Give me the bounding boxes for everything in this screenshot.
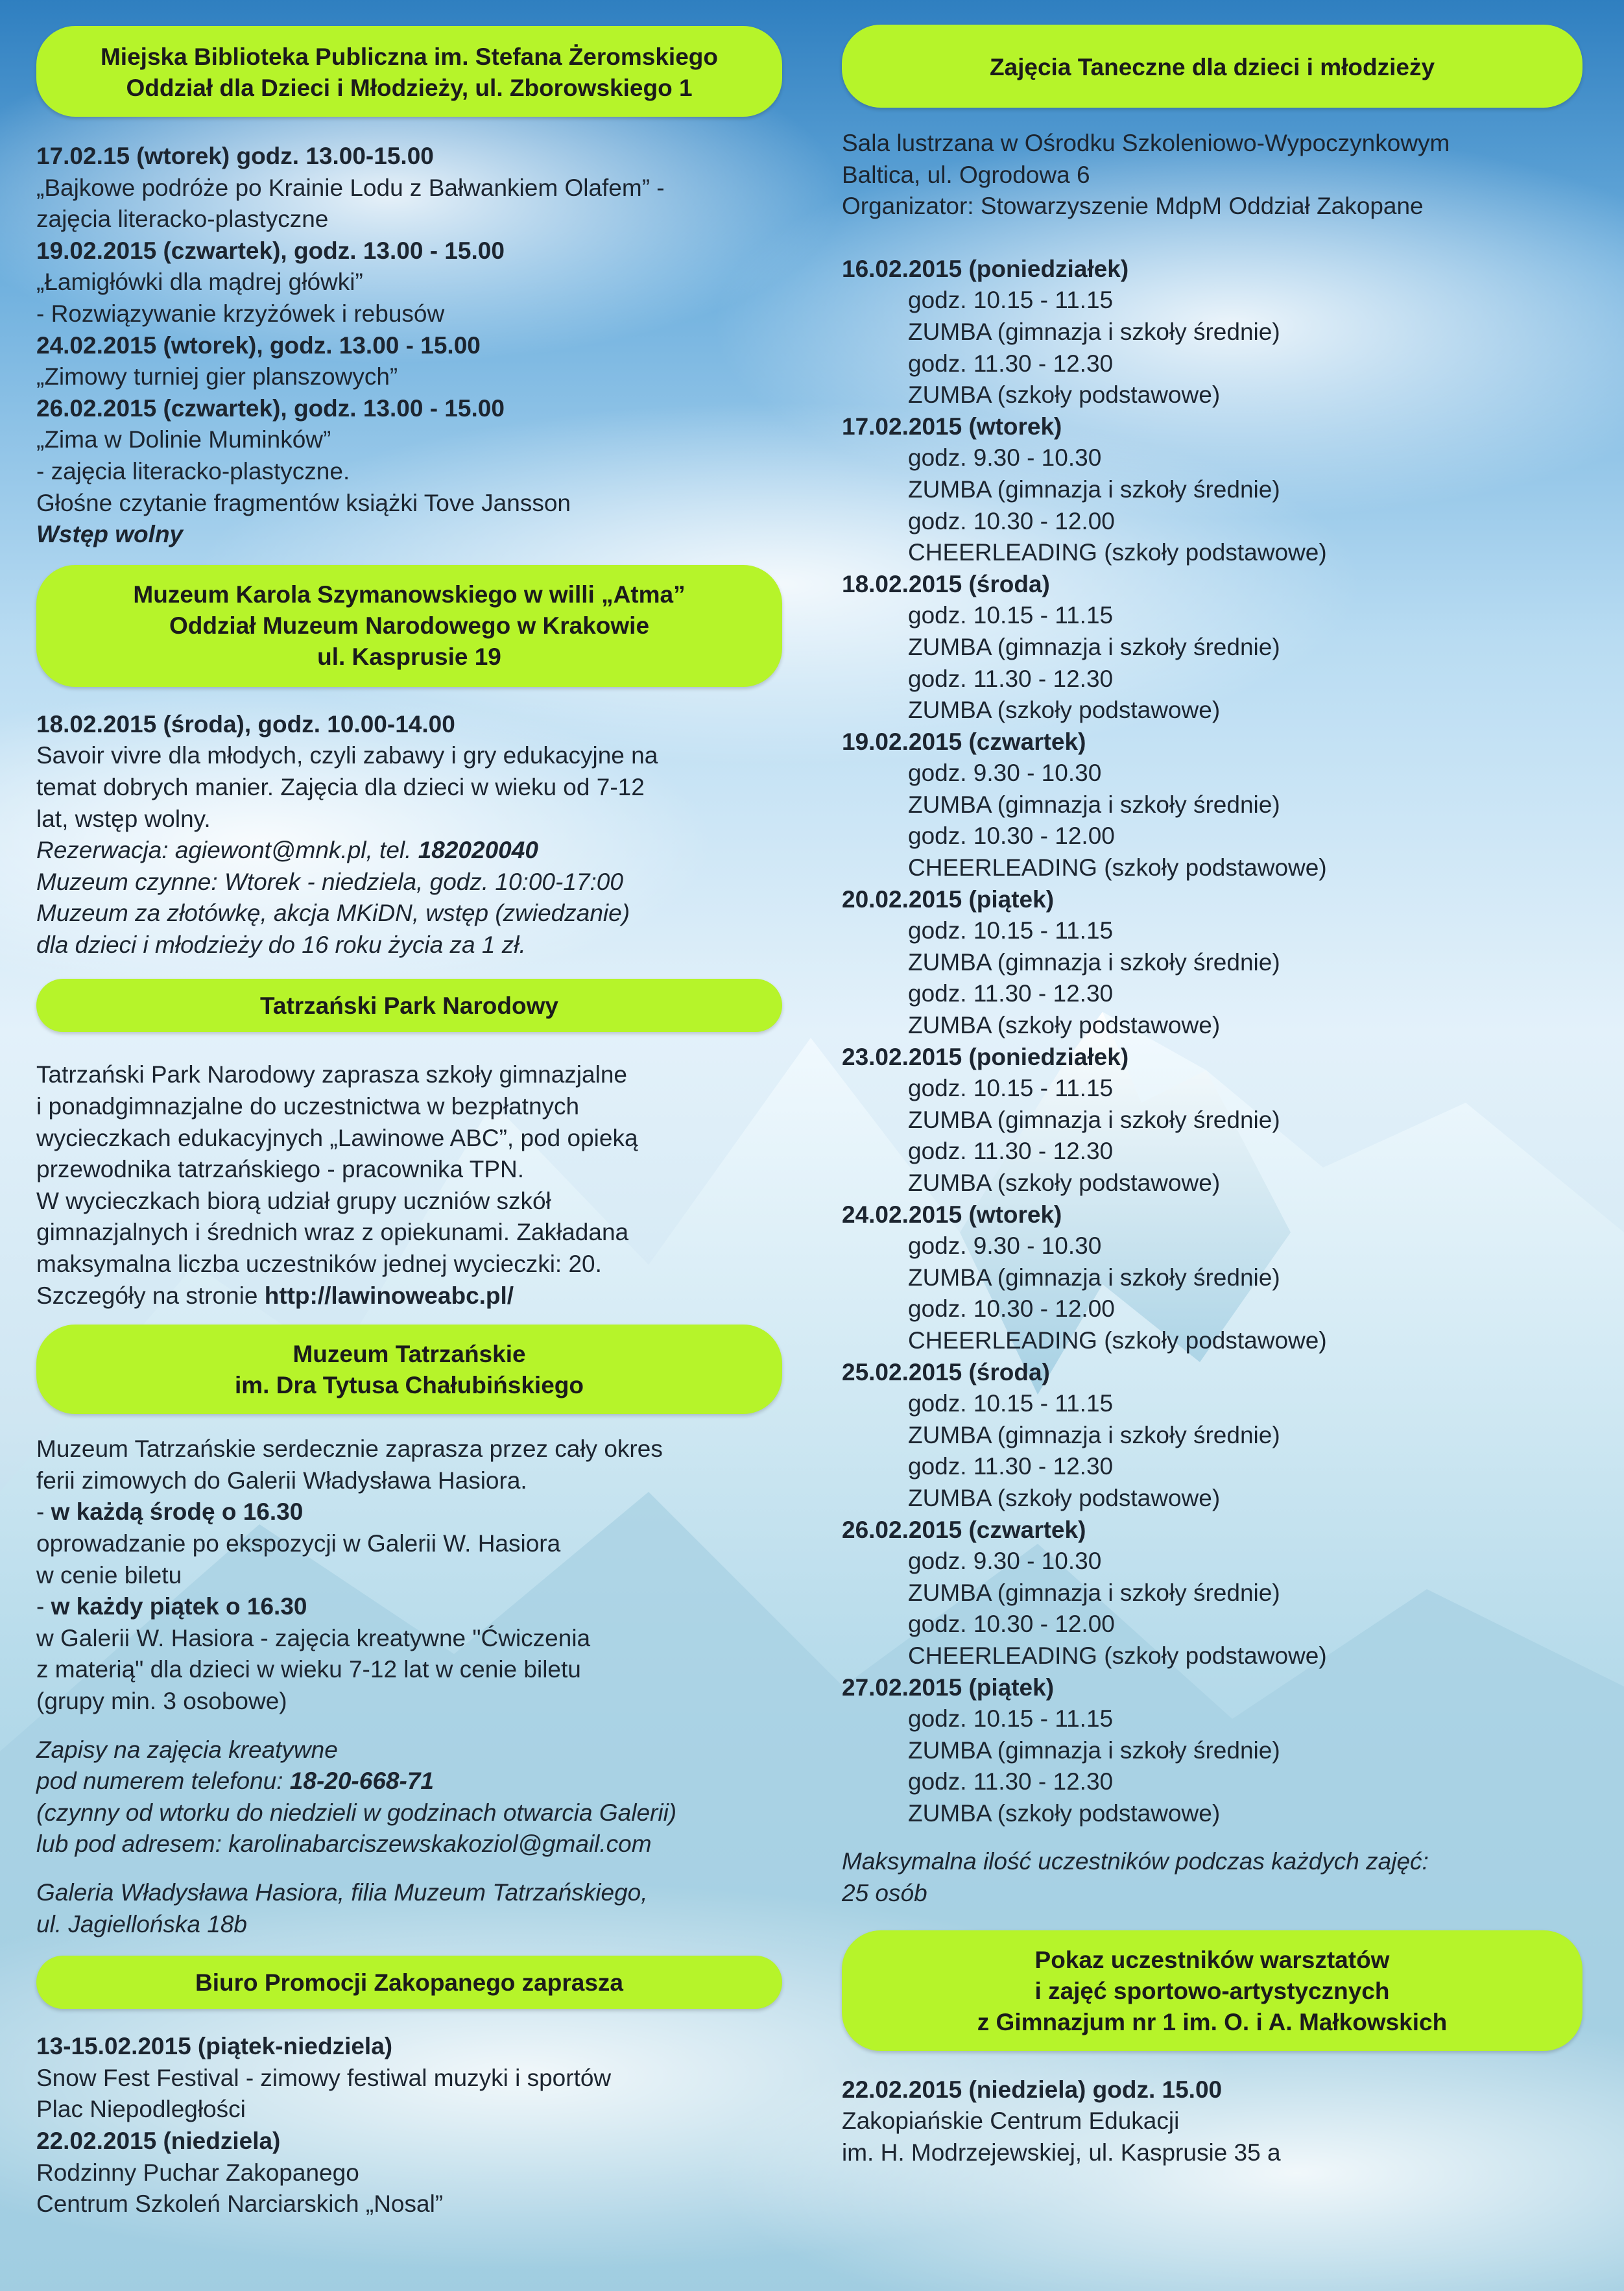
wednesday-prefix: - <box>36 1498 51 1526</box>
left-column <box>36 26 789 2220</box>
tatrzanskie-header <box>36 1325 782 1414</box>
tpn-line: maksymalna liczba uczestników jednej wycieczki: 20. <box>36 1251 602 1278</box>
tpn-line: wycieczkach edukacyjnych „Lawinowe ABC”, pod opieką <box>36 1124 638 1151</box>
day-line: godz. 10.15 - 11.15 <box>908 287 1114 314</box>
event-line: temat dobrych manier. Zajęcia dla dzieci w wieku od 7-12 <box>36 773 645 800</box>
wednesday-line <box>36 1496 789 1528</box>
day-line: godz. 9.30 - 10.30 <box>908 760 1102 787</box>
event-line: „Zima w Dolinie Muminków” <box>36 426 331 453</box>
day-line: godz. 10.15 - 11.15 <box>908 917 1114 944</box>
tpn-details-line <box>36 1280 789 1312</box>
day-line: ZUMBA (gimnazja i szkoły średnie) <box>908 633 1280 660</box>
dance-header <box>842 25 1582 108</box>
event-line: Centrum Szkoleń Narciarskich „Nosal” <box>36 2190 444 2218</box>
museum-note: Muzeum czynne: Wtorek - niedziela, godz. 10:00-17:00 <box>36 868 623 895</box>
day-line: CHEERLEADING (szkoły podstawowe) <box>908 539 1327 566</box>
day-date: 17.02.2015 (wtorek) <box>842 413 1062 440</box>
dance-day <box>842 1672 1588 1830</box>
tpn-header-line: Tatrzański Park Narodowy <box>260 992 558 1020</box>
day-line: godz. 9.30 - 10.30 <box>908 1232 1102 1260</box>
friday-detail: (grupy min. 3 osobowe) <box>36 1687 287 1714</box>
tpn-url-link[interactable]: http://lawinoweabc.pl/ <box>264 1282 514 1309</box>
signup-line: (czynny od wtorku do niedzieli w godzinach otwarcia Galerii) <box>36 1799 677 1826</box>
dance-intro: Sala lustrzana w Ośrodku Szkoleniowo-Wypoczynkowym <box>842 130 1450 156</box>
event-line: im. H. Modrzejewskiej, ul. Kasprusie 35 a <box>842 2139 1281 2166</box>
day-line: godz. 10.15 - 11.15 <box>908 1390 1114 1417</box>
friday-prefix: - <box>36 1593 51 1620</box>
day-line: ZUMBA (gimnazja i szkoły średnie) <box>908 1264 1280 1291</box>
event-line: Głośne czytanie fragmentów książki Tove Jansson <box>36 489 571 516</box>
friday-detail: w Galerii W. Hasiora - zajęcia kreatywne "Ćwiczenia <box>36 1624 591 1651</box>
tpn-details-label: Szczegóły na stronie <box>36 1282 265 1309</box>
signup-title: Zapisy na zajęcia kreatywne <box>36 1736 338 1763</box>
event-line: Savoir vivre dla młodych, czyli zabawy i gry edukacyjne na <box>36 742 658 769</box>
wednesday-time: w każdą środę o 16.30 <box>51 1498 304 1526</box>
szymanowski-header <box>36 565 782 687</box>
dance-day <box>842 569 1588 726</box>
dance-day <box>842 1357 1588 1515</box>
promo-header <box>36 1956 782 2009</box>
day-line: godz. 11.30 - 12.30 <box>908 665 1114 692</box>
dance-day <box>842 254 1588 411</box>
day-line: ZUMBA (gimnazja i szkoły średnie) <box>908 1106 1280 1133</box>
event-date: 17.02.15 (wtorek) godz. 13.00-15.00 <box>36 143 434 169</box>
event-line: - Rozwiązywanie krzyżówek i rebusów <box>36 300 445 327</box>
event-line: Snow Fest Festival - zimowy festiwal muzyki i sportów <box>36 2064 612 2091</box>
day-line: godz. 11.30 - 12.30 <box>908 350 1114 377</box>
tpn-line: przewodnika tatrzańskiego - pracownika TPN. <box>36 1156 524 1183</box>
event-line: zajęcia literacko-plastyczne <box>36 206 329 233</box>
event-date: 24.02.2015 (wtorek), godz. 13.00 - 15.00 <box>36 331 481 359</box>
szymanowski-body <box>36 709 789 961</box>
wednesday-detail: w cenie biletu <box>36 1561 182 1589</box>
friday-line <box>36 1591 789 1623</box>
day-line: ZUMBA (szkoły podstawowe) <box>908 1484 1221 1511</box>
day-line: godz. 11.30 - 12.30 <box>908 1453 1114 1480</box>
day-date: 27.02.2015 (piątek) <box>842 1673 1055 1701</box>
day-line: ZUMBA (gimnazja i szkoły średnie) <box>908 1579 1280 1606</box>
event-line: „Zimowy turniej gier planszowych” <box>36 363 398 390</box>
day-date: 19.02.2015 (czwartek) <box>842 728 1086 755</box>
signup-line: lub pod adresem: karolinabarciszewskakoziol@gmail.com <box>36 1830 652 1858</box>
event-date: 22.02.2015 (niedziela) godz. 15.00 <box>842 2076 1223 2103</box>
event-date: 13-15.02.2015 (piątek-niedziela) <box>36 2033 393 2060</box>
event-line: - zajęcia literacko-plastyczne. <box>36 457 350 485</box>
day-date: 23.02.2015 (poniedziałek) <box>842 1043 1129 1070</box>
szymanowski-header-line: Muzeum Karola Szymanowskiego w willi „Atma” <box>133 581 686 608</box>
max-participants-note: 25 osób <box>842 1880 927 1907</box>
signup-phone-label: pod numerem telefonu: <box>36 1768 290 1795</box>
dance-day <box>842 1515 1588 1672</box>
tpn-line: i ponadgimnazjalne do uczestnictwa w bezpłatnych <box>36 1093 580 1120</box>
show-header <box>842 1930 1582 2051</box>
promo-header-line: Biuro Promocji Zakopanego zaprasza <box>195 1969 623 1997</box>
event-date: 18.02.2015 (środa), godz. 10.00-14.00 <box>36 710 455 738</box>
show-header-line: i zajęć sportowo-artystycznych <box>1034 1977 1390 2004</box>
tpn-line: gimnazjalnych i średnich wraz z opiekunami. Zakładana <box>36 1219 629 1246</box>
tpn-header <box>36 979 782 1032</box>
day-date: 16.02.2015 (poniedziałek) <box>842 255 1129 282</box>
day-line: ZUMBA (szkoły podstawowe) <box>908 1169 1221 1196</box>
tatrzanskie-header-line: im. Dra Tytusa Chałubińskiego <box>235 1372 584 1399</box>
day-line: godz. 10.15 - 11.15 <box>908 1075 1114 1102</box>
wednesday-detail: oprowadzanie po ekspozycji w Galerii W. Hasiora <box>36 1530 561 1557</box>
day-line: ZUMBA (szkoły podstawowe) <box>908 1799 1221 1827</box>
event-line: „Bajkowe podróże po Krainie Lodu z Bałwankiem Olafem” - <box>36 174 665 201</box>
day-line: ZUMBA (szkoły podstawowe) <box>908 697 1221 724</box>
day-line: godz. 10.30 - 12.00 <box>908 507 1115 534</box>
szymanowski-header-line: ul. Kasprusie 19 <box>317 643 501 670</box>
dance-schedule <box>842 254 1588 1830</box>
day-line: ZUMBA (gimnazja i szkoły średnie) <box>908 318 1280 345</box>
museum-note: dla dzieci i młodzieży do 16 roku życia za 1 zł. <box>36 931 526 958</box>
day-line: CHEERLEADING (szkoły podstawowe) <box>908 854 1327 882</box>
event-date: 22.02.2015 (niedziela) <box>36 2127 281 2154</box>
reservation-phone: 182020040 <box>418 837 538 864</box>
day-line: godz. 10.30 - 12.00 <box>908 1611 1115 1638</box>
day-line: godz. 11.30 - 12.30 <box>908 980 1114 1007</box>
day-line: ZUMBA (gimnazja i szkoły średnie) <box>908 791 1280 818</box>
reservation-line <box>36 835 789 867</box>
day-line: godz. 10.15 - 11.15 <box>908 602 1114 629</box>
dance-day <box>842 1199 1588 1357</box>
dance-intro: Baltica, ul. Ogrodowa 6 <box>842 161 1090 188</box>
day-date: 24.02.2015 (wtorek) <box>842 1201 1062 1228</box>
tpn-body <box>36 1059 789 1312</box>
dance-header-line: Zajęcia Taneczne dla dzieci i młodzieży <box>989 54 1435 80</box>
museum-note: Muzeum za złotówkę, akcja MKiDN, wstęp (zwiedzanie) <box>36 900 630 927</box>
tpn-line: W wycieczkach biorą udział grupy uczniów szkół <box>36 1187 551 1214</box>
day-line: godz. 11.30 - 12.30 <box>908 1768 1114 1795</box>
event-line: Zakopiańskie Centrum Edukacji <box>842 2107 1180 2135</box>
day-line: godz. 10.30 - 12.00 <box>908 822 1115 850</box>
free-entry-note: Wstęp wolny <box>36 521 184 548</box>
day-date: 18.02.2015 (środa) <box>842 570 1050 597</box>
library-header-line: Miejska Biblioteka Publiczna im. Stefana Żeromskiego <box>100 43 718 70</box>
day-line: godz. 11.30 - 12.30 <box>908 1138 1114 1165</box>
day-date: 26.02.2015 (czwartek) <box>842 1516 1086 1543</box>
day-line: godz. 10.30 - 12.00 <box>908 1295 1115 1323</box>
show-header-line: Pokaz uczestników warsztatów <box>1034 1946 1390 1973</box>
day-line: godz. 9.30 - 10.30 <box>908 444 1102 472</box>
dance-day <box>842 411 1588 569</box>
signup-phone: 18-20-668-71 <box>289 1768 434 1795</box>
day-date: 20.02.2015 (piątek) <box>842 885 1055 913</box>
tatrzanskie-intro: ferii zimowych do Galerii Władysława Hasiora. <box>36 1467 527 1494</box>
friday-detail: z materią" dla dzieci w wieku 7-12 lat w cenie biletu <box>36 1656 581 1683</box>
tatrzanskie-body <box>36 1433 789 1940</box>
library-header <box>36 26 782 117</box>
signup-phone-line <box>36 1766 789 1797</box>
promo-body <box>36 2031 789 2220</box>
day-line: ZUMBA (gimnazja i szkoły średnie) <box>908 948 1280 976</box>
event-date: 26.02.2015 (czwartek), godz. 13.00 - 15.00 <box>36 394 505 422</box>
day-line: ZUMBA (gimnazja i szkoły średnie) <box>908 1421 1280 1448</box>
tpn-line: Tatrzański Park Narodowy zaprasza szkoły gimnazjalne <box>36 1061 627 1088</box>
gallery-address: Galeria Władysława Hasiora, filia Muzeum Tatrzańskiego, <box>36 1878 648 1906</box>
day-line: ZUMBA (gimnazja i szkoły średnie) <box>908 475 1280 503</box>
dance-day <box>842 884 1588 1042</box>
gallery-address: ul. Jagiellońska 18b <box>36 1910 247 1937</box>
tatrzanskie-header-line: Muzeum Tatrzańskie <box>293 1341 526 1368</box>
reservation-label: Rezerwacja: agiewont@mnk.pl, tel. <box>36 837 418 864</box>
day-line: CHEERLEADING (szkoły podstawowe) <box>908 1642 1327 1669</box>
library-header-line: Oddział dla Dzieci i Młodzieży, ul. Zborowskiego 1 <box>126 75 693 101</box>
friday-time: w każdy piątek o 16.30 <box>51 1593 307 1620</box>
dance-body <box>842 128 1588 1910</box>
tatrzanskie-intro: Muzeum Tatrzańskie serdecznie zaprasza przez cały okres <box>36 1435 663 1463</box>
event-line: lat, wstęp wolny. <box>36 805 211 832</box>
show-body <box>842 2074 1588 2169</box>
max-participants-note: Maksymalna ilość uczestników podczas każdych zajęć: <box>842 1848 1429 1875</box>
day-line: ZUMBA (gimnazja i szkoły średnie) <box>908 1736 1280 1764</box>
dance-day <box>842 1042 1588 1199</box>
szymanowski-header-line: Oddział Muzeum Narodowego w Krakowie <box>169 612 650 639</box>
day-line: CHEERLEADING (szkoły podstawowe) <box>908 1326 1327 1354</box>
dance-intro: Organizator: Stowarzyszenie MdpM Oddział Zakopane <box>842 193 1424 220</box>
event-line: „Łamigłówki dla mądrej główki” <box>36 269 363 296</box>
event-line: Plac Niepodległości <box>36 2096 246 2123</box>
day-line: godz. 10.15 - 11.15 <box>908 1705 1114 1733</box>
library-body <box>36 141 789 551</box>
day-line: ZUMBA (szkoły podstawowe) <box>908 1012 1221 1039</box>
event-date: 19.02.2015 (czwartek), godz. 13.00 - 15.00 <box>36 237 505 264</box>
right-column <box>842 25 1588 2168</box>
day-line: ZUMBA (szkoły podstawowe) <box>908 381 1221 409</box>
day-date: 25.02.2015 (środa) <box>842 1358 1050 1385</box>
dance-day <box>842 726 1588 884</box>
show-header-line: z Gimnazjum nr 1 im. O. i A. Małkowskich <box>977 2008 1448 2035</box>
event-line: Rodzinny Puchar Zakopanego <box>36 2159 359 2186</box>
day-line: godz. 9.30 - 10.30 <box>908 1548 1102 1575</box>
